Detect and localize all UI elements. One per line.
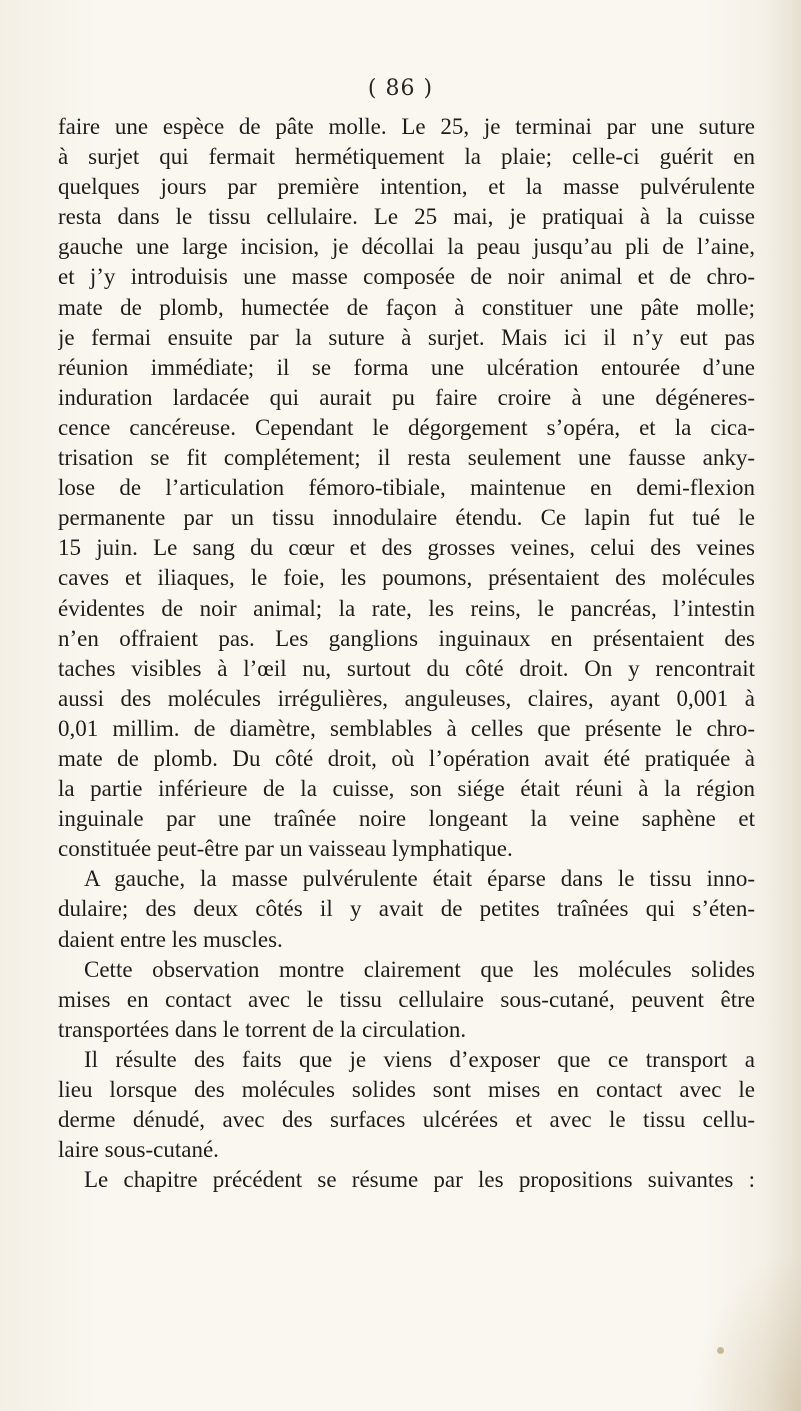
text-line: lieu lorsque des molécules solides sont mises en contact avec le — [58, 1077, 755, 1102]
text-line: mate de plomb, humectée de façon à constituer une pâte molle; — [58, 294, 755, 320]
text-line: et j’y introduisis une masse composée de noir animal et de chro- — [58, 264, 755, 290]
text-line: Il résulte des faits que je viens d’exposer que ce transport a — [84, 1046, 755, 1072]
text-line: inguinale par une traînée noire longeant la veine saphène et — [58, 806, 755, 832]
text-line: réunion immédiate; il se forma une ulcération entourée d’une — [58, 354, 755, 380]
text-line: aussi des molécules irrégulières, anguleuses, claires, ayant 0,001 à — [58, 685, 755, 711]
paragraph-3 — [58, 955, 755, 1045]
text-line: cence cancéreuse. Cependant le dégorgement s’opéra, et la cica- — [58, 414, 755, 440]
text-line: dulaire; des deux côtés il y avait de petites traînées qui s’éten- — [58, 896, 755, 922]
text-line: Le chapitre précédent se résume par les propositions suivantes : — [84, 1167, 755, 1193]
text-line: Cette observation montre clairement que les molécules solides — [84, 956, 755, 982]
page-edge-shadow — [765, 0, 801, 1411]
text-line: trisation se fit complétement; il resta seulement une fausse anky- — [58, 445, 755, 471]
text-line: taches visibles à l’œil nu, surtout du côté droit. On y rencontrait — [58, 655, 755, 681]
text-line: quelques jours par première intention, et la masse pulvérulente — [58, 174, 755, 200]
text-line: mises en contact avec le tissu cellulaire sous-cutané, peuvent être — [58, 986, 755, 1012]
text-line: la partie inférieure de la cuisse, son siége était réuni à la région — [58, 776, 755, 802]
text-line: A gauche, la masse pulvérulente était éparse dans le tissu inno- — [84, 866, 755, 892]
paragraph-4 — [58, 1045, 755, 1165]
text-line: derme dénudé, avec des surfaces ulcérées et avec le tissu cellu- — [58, 1107, 755, 1133]
text-line: transportées dans le torrent de la circulation. — [58, 1016, 467, 1042]
text-line: lose de l’articulation fémoro-tibiale, maintenue en demi-flexion — [58, 475, 755, 501]
text-line: évidentes de noir animal; la rate, les reins, le pancréas, l’intestin — [58, 595, 755, 621]
paragraph-1 — [58, 112, 755, 864]
text-line: constituée peut-être par un vaisseau lymphatique. — [58, 836, 513, 862]
text-line: 15 juin. Le sang du cœur et des grosses veines, celui des veines — [58, 535, 755, 561]
text-line: caves et iliaques, le foie, les poumons, présentaient des molécules — [58, 565, 755, 591]
text-line: induration lardacée qui aurait pu faire croire à une dégéneres- — [58, 384, 755, 410]
paragraph-5 — [58, 1165, 755, 1195]
text-line: mate de plomb. Du côté droit, où l’opération avait été pratiquée à — [58, 745, 755, 771]
text-line: resta dans le tissu cellulaire. Le 25 mai, je pratiquai à la cuisse — [58, 204, 755, 230]
text-line: laire sous-cutané. — [58, 1137, 219, 1163]
text-line: 0,01 millim. de diamètre, semblables à celles que présente le chro- — [58, 715, 755, 741]
text-line: n’en offraient pas. Les ganglions inguinaux en présentaient des — [58, 625, 755, 651]
page-number: ( 86 ) — [367, 76, 434, 101]
page-corner-stain — [691, 1251, 801, 1411]
text-line: permanente par un tissu innodulaire étendu. Ce lapin fut tué le — [58, 505, 755, 531]
paragraph-2 — [58, 864, 755, 954]
text-line: daient entre les muscles. — [58, 926, 283, 952]
text-line: gauche une large incision, je décollai la peau jusqu’au pli de l’aine, — [58, 234, 755, 260]
body-text — [58, 112, 755, 1195]
text-line: je fermai ensuite par la suture à surjet. Mais ici il n’y eut pas — [58, 324, 755, 350]
text-line: faire une espèce de pâte molle. Le 25, je terminai par une suture — [58, 114, 755, 139]
text-line: à surjet qui fermait hermétiquement la plaie; celle-ci guérit en — [58, 144, 755, 170]
